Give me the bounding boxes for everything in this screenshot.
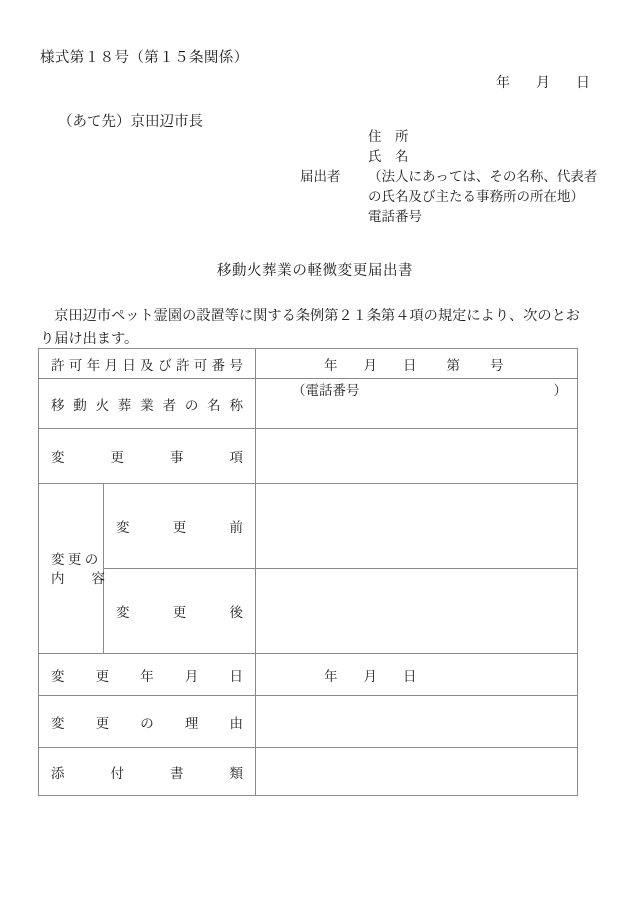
business-name-label-cell (39, 379, 256, 429)
header-date-day: 日 (576, 76, 590, 91)
change-item-value-cell[interactable] (256, 429, 578, 484)
permit-number-prefix: 第 (446, 357, 460, 373)
table-row-business-name (39, 379, 578, 429)
change-item-label: 変更事項 (51, 450, 243, 465)
change-reason-label: 変更の理由 (51, 715, 243, 731)
permit-value-line (256, 354, 577, 374)
notifier-phone-row (300, 207, 597, 227)
change-content-label-cell (39, 484, 104, 654)
change-reason-label-cell (39, 696, 256, 748)
change-date-label: 変更年月日 (51, 668, 243, 684)
telephone-line (292, 379, 567, 399)
intro-paragraph: 京田辺市ペット霊園の設置等に関する条例第２１条第４項の規定により、次のとおり届け出ます。 (40, 308, 580, 347)
addressee-line: （あて先）京田辺市長 (58, 114, 203, 130)
table-row-attachments (39, 748, 578, 796)
notifier-note-line-2: の氏名及び主たる事務所の所在地） (368, 189, 584, 204)
change-content-label (39, 550, 103, 588)
permit-label: 許可年月日及び許可番号 (51, 357, 243, 373)
permit-number-suffix: 号 (490, 357, 504, 373)
table-row-change-date (39, 654, 578, 696)
notifier-address-label: 住 所 (368, 129, 409, 144)
change-date-value-line (256, 665, 577, 685)
document-title: 移動火葬業の軽微変更届出書 (216, 263, 414, 279)
change-item-label-cell (39, 429, 256, 484)
change-before-label-cell (104, 484, 256, 569)
header-date-line (0, 72, 590, 92)
change-after-value-cell[interactable] (256, 569, 578, 654)
change-reason-value-cell[interactable] (256, 696, 578, 748)
table-row-permit (39, 349, 578, 379)
table-row-change-after (39, 569, 578, 654)
change-date-label-cell (39, 654, 256, 696)
business-name-value-cell[interactable] (256, 379, 578, 429)
change-date-value-cell[interactable] (256, 654, 578, 696)
change-content-label-line-2: 内 容 (51, 570, 105, 586)
change-content-label-line-1: 変 更 の (51, 551, 99, 567)
telephone-close-paren: ） (553, 382, 567, 398)
table-row-change-reason (39, 696, 578, 748)
change-before-value-cell[interactable] (256, 484, 578, 569)
change-date-day: 日 (403, 668, 417, 684)
change-before-label: 変更前 (116, 520, 243, 535)
business-name-label: 移動火葬業者の名称 (51, 397, 243, 413)
notifier-block (300, 127, 597, 227)
change-date-month: 月 (363, 668, 377, 684)
permit-label-cell (39, 349, 256, 379)
notifier-label: 届出者 (300, 169, 341, 184)
form-number: 様式第１８号（第１５条関係） (40, 50, 249, 66)
attachments-value-cell[interactable] (256, 748, 578, 796)
table-row-change-item (39, 429, 578, 484)
table-row-change-before (39, 484, 578, 569)
permit-year: 年 (324, 357, 338, 373)
notification-table (38, 348, 578, 796)
change-after-label: 変更後 (116, 605, 243, 620)
header-date-month: 月 (536, 76, 550, 91)
attachments-label-cell (39, 748, 256, 796)
change-date-year: 年 (324, 668, 338, 684)
notifier-note-line-1: （法人にあっては、その名称、代表者 (368, 169, 598, 184)
header-date-year: 年 (496, 76, 510, 91)
permit-value-cell[interactable] (256, 349, 578, 379)
change-after-label-cell (104, 569, 256, 654)
permit-day: 日 (403, 357, 417, 373)
notifier-note-row-2 (300, 187, 597, 207)
notifier-address-row (300, 127, 597, 147)
telephone-open-label: （電話番号 (292, 382, 360, 398)
notifier-note-row-1 (300, 167, 597, 187)
notifier-name-label: 氏 名 (368, 149, 409, 164)
permit-month: 月 (363, 357, 377, 373)
notifier-phone-label: 電話番号 (368, 209, 422, 224)
attachments-label: 添付書類 (51, 765, 243, 781)
notifier-name-row (300, 147, 597, 167)
